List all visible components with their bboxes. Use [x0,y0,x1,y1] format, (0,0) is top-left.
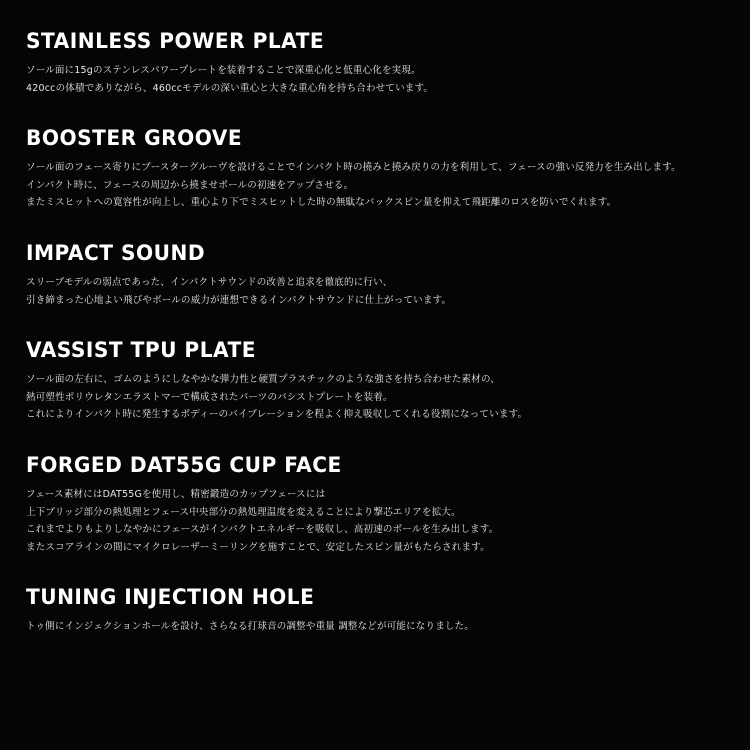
body-line: 熱可塑性ポリウレタンエラストマーで構成されたパーツのバシストプレートを装着。 [26,391,393,403]
section-title: FORGED DAT55G CUP FACE [26,453,342,477]
section-title: BOOSTER GROOVE [26,126,243,151]
section-title: VASSIST TPU PLATE [26,338,257,363]
body-line: ソール面の左右に、ゴムのようにしなやかな弾力性と硬質プラスチックのような強さを持ち合わせた素材の、 [26,374,500,386]
feature-section-booster-groove [26,127,724,212]
section-body [26,274,724,309]
body-line: これまでよりもよりしなやかにフェースがインパクトエネルギーを吸収し、高初速のボールを生み出します。 [26,524,499,536]
section-body [26,62,724,97]
body-line: またミスヒットへの寛容性が向上し、重心より下でミスヒットした時の無駄なバックスピン量を抑えて飛距離のロスを防いでくれます。 [26,197,617,209]
body-line: ソール面のフェース寄りにブースターグルーヴを設けることでインパクト時の撓みと撓み戻りの力を利用して、フェースの強い反発力を生み出します。 [26,162,681,174]
body-line: これによりインパクト時に発生するボディーのバイブレーションを程よく抑え吸収してくれる役割になっています。 [26,409,528,421]
body-line: 420ccの体積でありながら、460ccモデルの深い重心と大きな重心角を持ち合わせています。 [26,82,434,94]
section-title: TUNING INJECTION HOLE [26,585,315,610]
body-line: ソール面に15gのステンレスパワープレートを装着することで深重心化と低重心化を実現。 [26,65,421,77]
feature-section-vassist-tpu-plate [26,339,724,424]
feature-section-impact-sound [26,242,724,309]
section-title: STAINLESS POWER PLATE [26,29,325,53]
section-body [26,486,724,556]
body-line: フェース素材にはDAT55Gを使用し、精密鍛造のカップフェースには [26,489,326,501]
body-line: スリーブモデルの弱点であった、インパクトサウンドの改善と追求を徹底的に行い、 [26,277,393,289]
section-body [26,618,724,636]
section-body [26,371,724,424]
body-line: またスコアラインの間にマイクロレーザーミーリングを施すことで、安定したスピン量がもたらされます。 [26,541,490,553]
feature-section-tuning-injection-hole [26,586,724,636]
section-body [26,159,724,212]
body-line: 上下ブリッジ部分の熱処理とフェース中央部分の熱処理温度を変えることにより撃芯エリアを拡大。 [26,506,461,518]
feature-section-forged-dat55g-cup-face [26,454,724,556]
section-title: IMPACT SOUND [26,241,206,265]
feature-section-stainless-power-plate [26,30,724,97]
body-line: トゥ側にインジェクションホールを設け、さらなる打球音の調整や重量 調整などが可能になりました。 [26,621,474,633]
body-line: 引き締まった心地よい飛びやボールの威力が連想できるインパクトサウンドに仕上がっています。 [26,294,452,306]
body-line: インパクト時に、フェースの周辺から撓ませボールの初速をアップさせる。 [26,179,354,191]
